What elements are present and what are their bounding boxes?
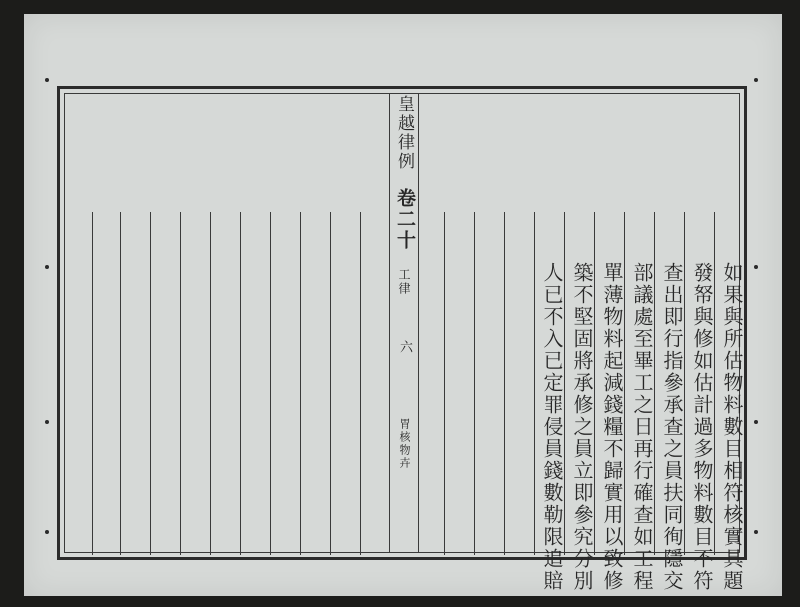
column-rule bbox=[360, 212, 361, 555]
text-column: 部議處至畢工之日再行確查如工程 bbox=[630, 262, 654, 592]
book-title: 皇越律例 bbox=[394, 95, 414, 171]
binding-hole bbox=[754, 265, 758, 269]
text-column: 查出即行指參承查之員扶同徇隱交 bbox=[660, 262, 684, 592]
binding-hole bbox=[45, 265, 49, 269]
column-rule bbox=[444, 212, 445, 555]
binding-hole bbox=[45, 530, 49, 534]
column-rule bbox=[330, 212, 331, 555]
column-rule bbox=[504, 212, 505, 555]
binding-hole bbox=[45, 78, 49, 82]
binding-hole bbox=[754, 78, 758, 82]
text-column: 築不堅固將承修之員立即參究分別 bbox=[570, 262, 594, 592]
text-column: 單薄物料起減錢糧不歸實用以致修 bbox=[600, 262, 624, 592]
column-rule bbox=[150, 212, 151, 555]
column-rule bbox=[210, 212, 211, 555]
column-rule bbox=[270, 212, 271, 555]
column-rule bbox=[120, 212, 121, 555]
text-column: 發帑與修如估計過多物料數目不符 bbox=[690, 262, 714, 592]
column-rule bbox=[92, 212, 93, 555]
printer-mark: 胃核物卉 bbox=[398, 418, 411, 470]
column-rule bbox=[474, 212, 475, 555]
column-rule bbox=[534, 212, 535, 555]
section-label: 工律 bbox=[397, 268, 411, 296]
column-rule bbox=[300, 212, 301, 555]
binding-hole bbox=[754, 530, 758, 534]
text-column: 如果與所估物料數目相符核實具題 bbox=[720, 262, 744, 592]
volume-label: 卷二十 bbox=[394, 188, 416, 251]
column-rule bbox=[180, 212, 181, 555]
binding-hole bbox=[45, 420, 49, 424]
page-number: 六 bbox=[397, 340, 412, 355]
binding-hole bbox=[754, 420, 758, 424]
column-rule bbox=[240, 212, 241, 555]
text-column: 人已不入已定罪侵員錢數勒限追賠 bbox=[540, 262, 564, 592]
